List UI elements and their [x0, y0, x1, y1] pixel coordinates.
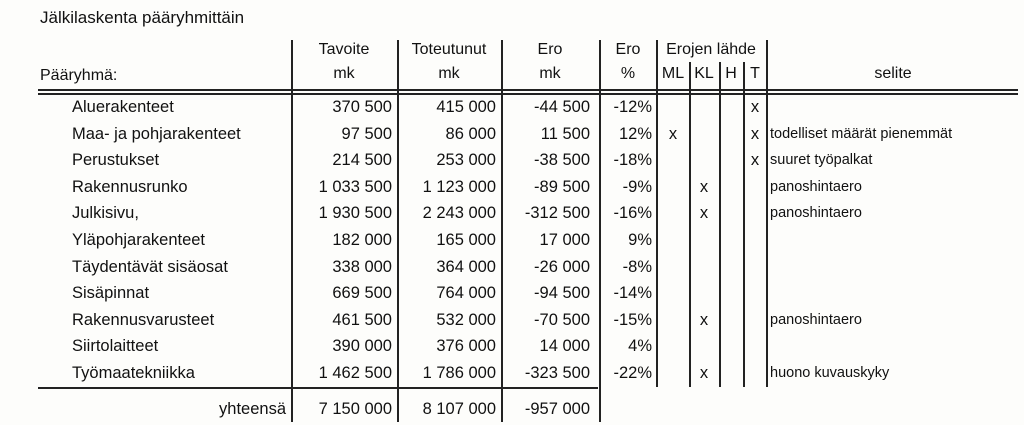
table-cell-diff: -89 500: [534, 177, 590, 196]
table-cell-target: 97 500: [341, 124, 392, 143]
table-cell-diff: -94 500: [534, 284, 590, 303]
table-cell-diff: -70 500: [534, 310, 590, 329]
table-cell-ml: [658, 227, 688, 253]
table-cell-h: [720, 147, 742, 173]
table-cell-name: Siirtolaitteet: [72, 337, 159, 356]
table-cell-pct: 4%: [628, 337, 652, 356]
table-cell-name: Maa- ja pohjarakenteet: [72, 124, 241, 143]
header-source-h: H: [725, 65, 737, 82]
table-cell-actual: 415 000: [436, 98, 496, 116]
table-cell-note: panoshintaero: [770, 178, 862, 195]
table-cell-diff: 17 000: [539, 231, 590, 249]
table-cell-kl: x: [699, 310, 709, 329]
table-cell-pct: 9%: [628, 231, 652, 249]
table-cell-ml: [658, 333, 688, 359]
table-cell-kl: [690, 94, 718, 120]
header-group: Pääryhmä:: [40, 67, 118, 84]
table-cell-pct: -8%: [622, 257, 652, 276]
table-cell-kl: [690, 280, 718, 306]
table-cell-ml: x: [668, 124, 678, 143]
table-cell-actual: 532 000: [436, 310, 496, 329]
table-cell-actual: 764 000: [436, 284, 496, 303]
table-cell-t: [744, 333, 766, 359]
table-cell-actual: 364 000: [436, 257, 496, 276]
table-cell-kl: [690, 121, 718, 147]
header-diff-unit: mk: [539, 65, 561, 82]
table-cell-t: [744, 360, 766, 386]
header-note: selite: [874, 65, 912, 82]
table-cell-diff: -44 500: [534, 98, 590, 116]
header-diff-pct: Ero: [615, 41, 641, 58]
header-target-unit: mk: [333, 65, 355, 82]
table-cell-ml: [658, 307, 688, 333]
table-cell-h: [720, 227, 742, 253]
table-cell-note: [770, 333, 1020, 359]
table-cell-actual: 1 786 000: [422, 364, 496, 382]
table-cell-actual: 253 000: [436, 151, 496, 170]
table-cell-name: Rakennusrunko: [72, 177, 188, 196]
table-cell-kl: [690, 333, 718, 359]
table-cell-h: [720, 360, 742, 386]
table-cell-note: [770, 227, 1020, 253]
table-cell-pct: -14%: [613, 284, 652, 303]
table-cell-name: Perustukset: [72, 151, 160, 170]
table-cell-t: [744, 280, 766, 306]
table-cell-h: [720, 174, 742, 200]
table-cell-h: [720, 121, 742, 147]
table-cell-name: Julkisivu,: [72, 204, 139, 223]
total-target: 7 150 000: [318, 400, 392, 418]
table-cell-t: x: [750, 98, 760, 116]
table-cell-name: Aluerakenteet: [72, 98, 174, 116]
table-cell-diff: -312 500: [524, 204, 590, 223]
table-cell-h: [720, 307, 742, 333]
table-cell-target: 1 033 500: [318, 177, 392, 196]
header-source: Erojen lähde: [666, 41, 756, 58]
table-cell-note: [770, 280, 1020, 306]
table-cell-ml: [658, 360, 688, 386]
header-source-ml: ML: [661, 65, 685, 82]
table-cell-ml: [658, 174, 688, 200]
table-cell-h: [720, 254, 742, 280]
table-cell-kl: [690, 227, 718, 253]
table-cell-pct: -16%: [613, 204, 652, 223]
table-cell-pct: -9%: [622, 177, 652, 196]
table-cell-t: [744, 307, 766, 333]
table-cell-ml: [658, 147, 688, 173]
table-cell-ml: [658, 254, 688, 280]
table-cell-actual: 1 123 000: [422, 177, 496, 196]
table-cell-h: [720, 200, 742, 226]
table-cell-target: 214 500: [332, 151, 392, 170]
table-cell-diff: 14 000: [539, 337, 590, 356]
table-cell-note: suuret työpalkat: [770, 152, 873, 169]
table-cell-diff: 11 500: [540, 124, 590, 143]
table-cell-t: [744, 227, 766, 253]
table-cell-name: Sisäpinnat: [72, 284, 150, 303]
table-cell-note: huono kuvauskyky: [770, 365, 890, 381]
table-cell-target: 338 000: [332, 257, 392, 276]
table-cell-target: 1 462 500: [318, 364, 392, 382]
header-diff: Ero: [537, 41, 563, 58]
table-cell-target: 390 000: [332, 337, 392, 356]
table-cell-kl: x: [699, 364, 709, 382]
table-cell-kl: [690, 254, 718, 280]
table-cell-note: todelliset määrät pienemmät: [770, 125, 953, 142]
table-cell-diff: -26 000: [534, 257, 590, 276]
table-cell-target: 370 500: [332, 98, 392, 116]
table-cell-note: panoshintaero: [770, 205, 862, 222]
table-cell-ml: [658, 280, 688, 306]
table-cell-pct: 12%: [618, 124, 652, 143]
total-diff: -957 000: [524, 400, 590, 418]
total-actual: 8 107 000: [422, 400, 496, 418]
table-cell-name: Yläpohjarakenteet: [72, 231, 206, 249]
header-actual: Toteutunut: [411, 41, 487, 58]
header-target: Tavoite: [318, 41, 370, 58]
table-cell-pct: -15%: [613, 310, 652, 329]
table-cell-h: [720, 94, 742, 120]
table-cell-note: panoshintaero: [770, 311, 862, 328]
table-cell-t: [744, 254, 766, 280]
table-cell-h: [720, 280, 742, 306]
table-cell-kl: x: [699, 177, 709, 196]
table-cell-actual: 165 000: [436, 231, 496, 249]
table-cell-kl: [690, 147, 718, 173]
table-cell-diff: -38 500: [534, 151, 590, 170]
table-cell-ml: [658, 94, 688, 120]
table-cell-ml: [658, 200, 688, 226]
table-cell-target: 461 500: [332, 310, 392, 329]
table-cell-target: 669 500: [332, 284, 392, 303]
header-source-kl: KL: [694, 65, 714, 82]
table-cell-kl: x: [699, 204, 709, 223]
table-cell-pct: -22%: [613, 364, 652, 382]
header-actual-unit: mk: [438, 65, 460, 82]
header-source-t: T: [750, 65, 760, 82]
table-cell-actual: 376 000: [436, 337, 496, 356]
table-cell-target: 182 000: [332, 231, 392, 249]
table-cell-t: [744, 200, 766, 226]
table-cell-name: Rakennusvarusteet: [72, 310, 215, 329]
page-title: Jälkilaskenta pääryhmittäin: [40, 8, 245, 27]
table-cell-target: 1 930 500: [318, 204, 392, 223]
table-cell-t: x: [750, 151, 760, 170]
header-diff-pct-unit: %: [620, 65, 636, 82]
table-cell-diff: -323 500: [524, 364, 590, 382]
table-cell-pct: -18%: [613, 151, 652, 170]
table-cell-name: Työmaatekniikka: [72, 364, 195, 382]
table-cell-pct: -12%: [613, 98, 652, 116]
table-cell-t: x: [750, 124, 760, 143]
table-cell-t: [744, 174, 766, 200]
total-label: yhteensä: [219, 400, 286, 418]
table-cell-actual: 86 000: [445, 124, 496, 143]
table-cell-note: [770, 94, 1020, 120]
table-cell-h: [720, 333, 742, 359]
table-cell-note: [770, 254, 1020, 280]
table-cell-actual: 2 243 000: [422, 204, 496, 223]
table-cell-name: Täydentävät sisäosat: [72, 257, 228, 276]
